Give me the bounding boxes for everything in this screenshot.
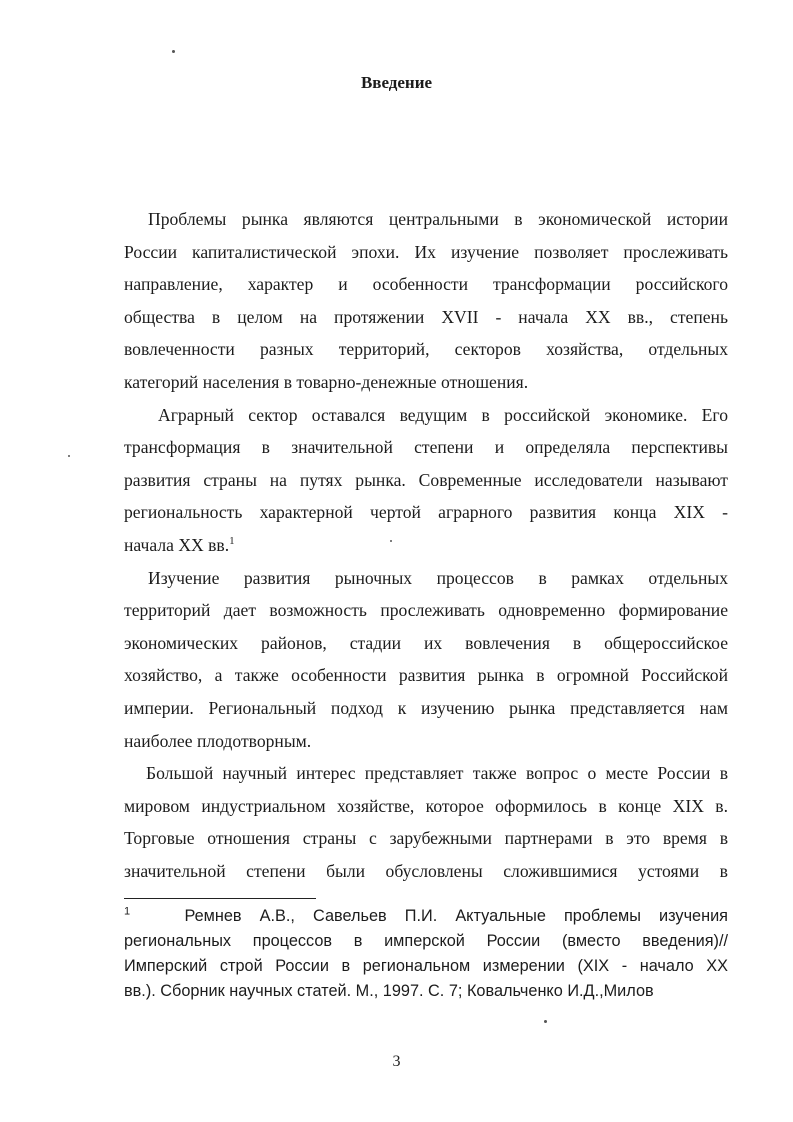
footnote-line: региональных процессов в имперской России (вместо введения)// xyxy=(124,932,728,950)
footnote-mark: 1 xyxy=(124,905,131,918)
text-line: Аграрный сектор оставался ведущим в российской экономике. Его xyxy=(158,404,728,425)
page-number: 3 xyxy=(392,1053,401,1070)
text-line: развития страны на путях рынка. Современные исследователи называют xyxy=(124,469,728,490)
text-line: империи. Региональный подход к изучению рынка представляется нам xyxy=(124,697,728,718)
scan-speck xyxy=(544,1020,547,1023)
footnote-reference: 1 xyxy=(229,535,235,548)
text-line: значительной степени были обусловлены сложившимися устоями в xyxy=(124,860,728,881)
text-line: категорий населения в товарно-денежные отношения. xyxy=(124,371,529,392)
footnote-line: Имперский строй России в региональном измерении (XIX - начало XX xyxy=(124,957,728,975)
text-line: общества в целом на протяжении XVII - начала XX вв., степень xyxy=(124,306,728,327)
text-line: региональность характерной чертой аграрного развития конца XIX - xyxy=(124,502,728,523)
scan-speck xyxy=(172,50,175,53)
footnote-text: Ремнев А.В., Савельев П.И. Актуальные проблемы изучения xyxy=(184,907,729,925)
text-line: России капиталистической эпохи. Их изучение позволяет прослеживать xyxy=(124,241,728,262)
scan-speck xyxy=(68,455,70,457)
text-line: экономических районов, стадии их вовлечения в общероссийское xyxy=(124,632,728,653)
page-title: Введение xyxy=(360,73,433,92)
paragraph-4 xyxy=(124,757,728,887)
footnote-divider xyxy=(124,898,316,899)
footnote-line xyxy=(124,904,728,929)
text-line: Большой научный интерес представляет также вопрос о месте России в xyxy=(146,763,728,784)
text-line: наиболее плодотворным. xyxy=(124,730,312,751)
text-line: Торговые отношения страны с зарубежными партнерами в это время в xyxy=(124,828,728,849)
body-text xyxy=(124,203,728,887)
footnote-line: вв.). Сборник научных статей. М., 1997. С. 7; Ковальченко И.Д.,Милов xyxy=(124,982,654,1000)
text-line: вовлеченности разных территорий, секторов хозяйства, отдельных xyxy=(124,339,728,360)
text-line: территорий дает возможность прослеживать одновременно формирование xyxy=(124,600,728,621)
scan-speck xyxy=(390,540,392,542)
text-line-end: начала XX вв. xyxy=(124,534,230,555)
paragraph-2 xyxy=(124,399,728,562)
text-line: Проблемы рынка являются центральными в экономической истории xyxy=(148,209,728,229)
text-line: мировом индустриальном хозяйстве, которое оформилось в конце XIX в. xyxy=(124,795,728,816)
text-line: направление, характер и особенности трансформации российского xyxy=(124,274,728,295)
footnote xyxy=(124,904,728,1004)
text-line: трансформация в значительной степени и определяла перспективы xyxy=(124,437,728,458)
text-line: Изучение развития рыночных процессов в рамках отдельных xyxy=(148,567,728,588)
text-line: хозяйство, а также особенности развития рынка в огромной Российской xyxy=(124,665,728,686)
paragraph-1 xyxy=(124,203,728,399)
paragraph-3 xyxy=(124,562,728,758)
text-line xyxy=(124,529,728,562)
